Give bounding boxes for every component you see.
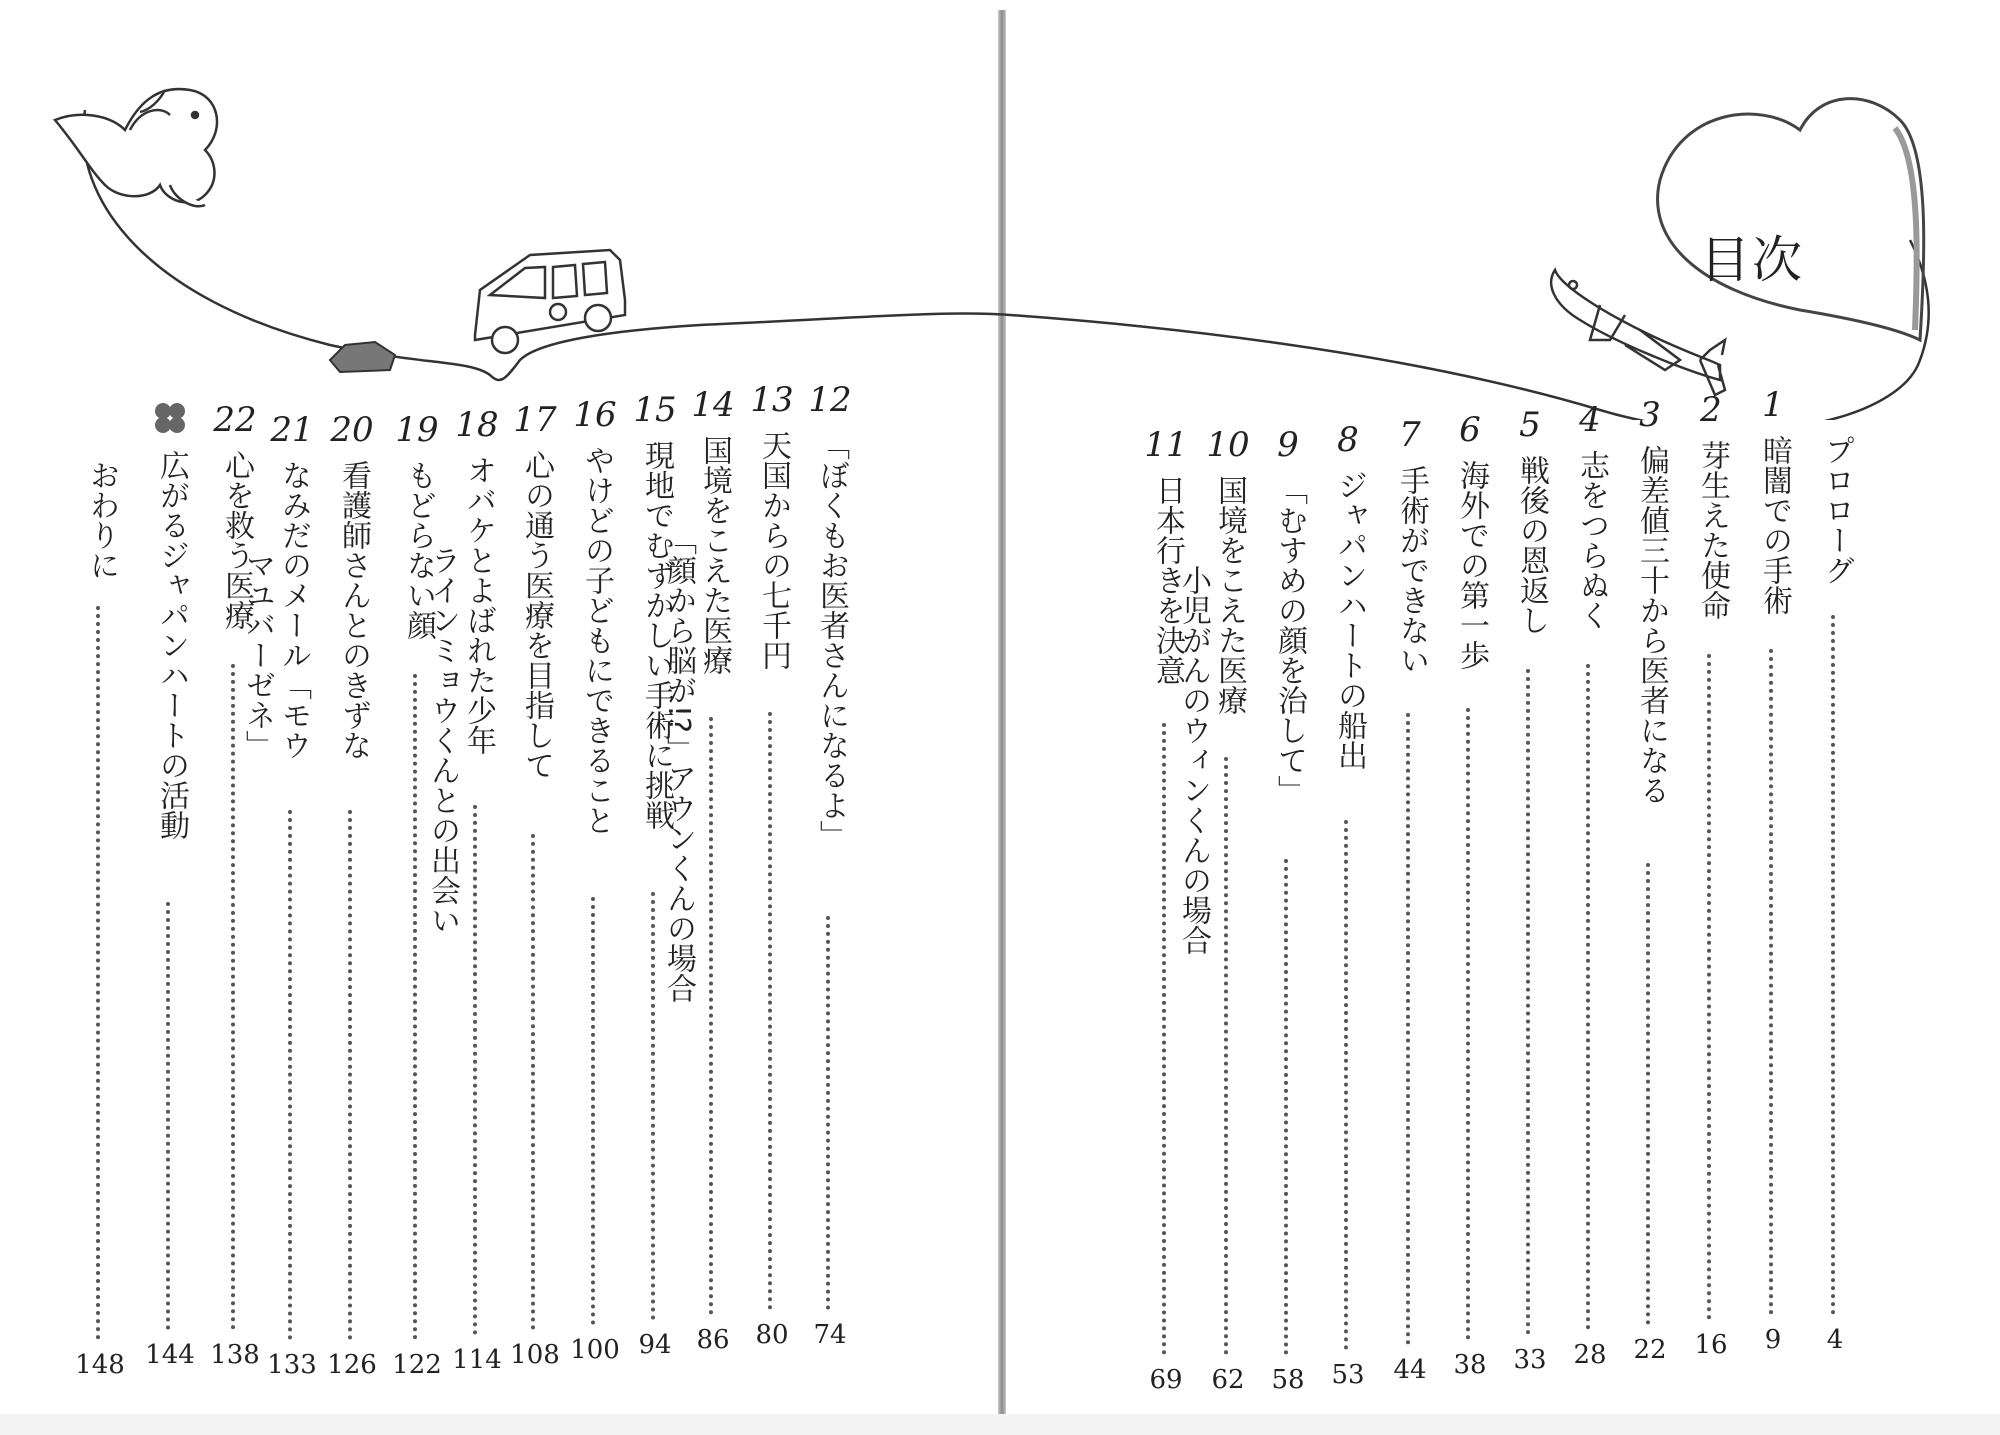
chapter-title: 看護師さんとのきずな (336, 460, 371, 760)
chapter-number: 4 (1579, 400, 1601, 440)
toc-entry[interactable] (322, 410, 382, 1420)
leader-dots (1466, 708, 1474, 1340)
page-number: 28 (1573, 1340, 1607, 1370)
chapter-title: オバケとよばれた少年 (461, 455, 496, 755)
leader-dots (413, 674, 421, 1340)
toc-entry[interactable] (140, 400, 200, 1410)
chapter-title: 志をつらぬく (1574, 450, 1609, 630)
chapter-number: 16 (573, 395, 617, 435)
page-number: 53 (1331, 1360, 1365, 1390)
toc-entry[interactable] (1805, 385, 1865, 1395)
leader-dots (768, 712, 776, 1310)
chapter-title: 広がるジャパンハートの活動 (154, 450, 189, 840)
page-number: 22 (1633, 1335, 1667, 1365)
toc-entry[interactable] (625, 390, 685, 1400)
leader-dots (709, 717, 717, 1315)
toc-entry[interactable] (240, 410, 322, 1420)
chapter-number: 9 (1277, 425, 1299, 465)
page-number: 38 (1453, 1350, 1487, 1380)
chapter-number: 5 (1519, 405, 1541, 445)
chapter-title: 心を救う医療 (219, 450, 254, 630)
leader-dots (1831, 615, 1839, 1315)
chapter-subtitle: マユバーゼネ」 (240, 550, 275, 760)
chapter-number: 7 (1399, 415, 1421, 455)
leader-dots (473, 805, 481, 1335)
chapter-number: 13 (750, 380, 794, 420)
chapter-number: 18 (455, 405, 499, 445)
chapter-number: 15 (633, 390, 677, 430)
toc-entry[interactable] (742, 380, 802, 1390)
page-number: 44 (1393, 1355, 1427, 1385)
toc-entry[interactable] (1176, 425, 1258, 1435)
page-number: 62 (1211, 1365, 1245, 1395)
leader-dots (1162, 723, 1170, 1355)
page-number: 9 (1764, 1325, 1782, 1355)
chapter-title: 偏差値三十から医者になる (1634, 445, 1669, 805)
chapter-title: 芽生えた使命 (1695, 440, 1730, 620)
chapter-title: 海外での第一歩 (1454, 460, 1489, 670)
toc-entry[interactable] (1620, 395, 1680, 1405)
toc-entry[interactable] (70, 410, 130, 1420)
toc-title: 目次 (1700, 231, 1804, 289)
leader-dots (1707, 654, 1715, 1320)
toc-entry[interactable] (1681, 390, 1741, 1400)
toc-entry[interactable] (565, 395, 625, 1405)
chapter-number: 21 (270, 410, 314, 450)
page-number: 86 (696, 1325, 730, 1355)
chapter-number: 17 (513, 400, 557, 440)
leader-dots (826, 916, 834, 1310)
leader-dots (1769, 649, 1777, 1315)
leader-dots (288, 810, 296, 1340)
chapter-number: 6 (1459, 410, 1481, 450)
leader-dots (1586, 664, 1594, 1330)
page-number: 33 (1513, 1345, 1547, 1375)
chapter-title: 手術ができない (1394, 465, 1429, 675)
page-number: 148 (75, 1350, 125, 1380)
chapter-number: 10 (1206, 425, 1250, 465)
chapter-subtitle: 「顔から脳が!?」アウンくんの場合 (661, 525, 696, 1003)
toc-entry[interactable] (1318, 420, 1378, 1430)
page-number: 122 (392, 1350, 442, 1380)
leader-dots (96, 606, 104, 1340)
toc-entry[interactable] (1743, 385, 1803, 1395)
toc-entry[interactable] (1258, 425, 1318, 1435)
leader-dots (166, 902, 174, 1330)
dove-icon (55, 89, 217, 206)
leader-dots (348, 810, 356, 1340)
chapter-number: 20 (330, 410, 374, 450)
page-number: 138 (210, 1340, 260, 1370)
toc-entry[interactable] (800, 380, 860, 1390)
page-number: 74 (813, 1320, 847, 1350)
page-number: 94 (638, 1330, 672, 1360)
page-number: 4 (1826, 1325, 1844, 1355)
leader-dots (591, 897, 599, 1325)
airplane-icon (1551, 270, 1725, 395)
chapter-number: 11 (1144, 425, 1188, 465)
toc-entry[interactable] (505, 400, 565, 1410)
page-number: 100 (570, 1335, 620, 1365)
page-number: 133 (267, 1350, 317, 1380)
chapter-number: 8 (1337, 420, 1359, 460)
leader-dots (231, 664, 239, 1330)
leader-dots (1646, 863, 1654, 1325)
page-number: 144 (145, 1340, 195, 1370)
chapter-number: 22 (213, 400, 257, 440)
chapter-title: もどらない顔 (401, 460, 436, 640)
toc-entry[interactable] (1440, 410, 1500, 1420)
chapter-number: 3 (1639, 395, 1661, 435)
chapter-number: 19 (395, 410, 439, 450)
chapter-title: プロローグ (1819, 435, 1854, 585)
chapter-title: やけどの子どもにできること (579, 445, 614, 835)
leader-dots (1224, 757, 1232, 1355)
decoration-layer (0, 0, 2000, 420)
chapter-number: 2 (1700, 390, 1722, 430)
page-number: 16 (1694, 1330, 1728, 1360)
toc-entry[interactable] (425, 405, 507, 1415)
chapter-subtitle: ラインミョウくんとの出会い (425, 545, 460, 935)
leader-dots (1526, 669, 1534, 1335)
chapter-title: 「ぼくもお医者さんになるよ」 (814, 430, 849, 850)
van-icon (475, 250, 625, 353)
chapter-title: 現地でむずかしい手術に挑戦 (639, 440, 674, 830)
toc-entry[interactable] (387, 410, 447, 1420)
chapter-title: 日本行きを決意 (1150, 475, 1185, 685)
page-number: 69 (1149, 1365, 1183, 1395)
page-number: 58 (1271, 1365, 1305, 1395)
chapter-title: 天国からの七千円 (756, 430, 791, 670)
chapter-title: おわりに (84, 460, 119, 580)
page-number: 80 (755, 1320, 789, 1350)
chapter-title: 戦後の恩返し (1514, 455, 1549, 635)
leader-dots (1406, 713, 1414, 1345)
chapter-title: 暗闇での手術 (1757, 435, 1792, 615)
toc-entry[interactable] (1500, 405, 1560, 1415)
chapter-title: 国境をこえた医療 (1212, 475, 1247, 715)
chapter-title: 心の通う医療を目指して (519, 450, 554, 780)
chapter-title: 「むすめの顔を治して」 (1272, 475, 1307, 805)
page-number: 108 (510, 1340, 560, 1370)
toc-entry[interactable] (205, 400, 265, 1410)
toc-entry[interactable] (1136, 425, 1196, 1435)
leader-dots (1284, 859, 1292, 1355)
leader-dots (531, 834, 539, 1330)
chapter-number: 1 (1762, 385, 1784, 425)
clover-icon (152, 400, 188, 436)
chapter-number: 14 (691, 385, 735, 425)
chapter-number: 12 (808, 380, 852, 420)
page-number: 126 (327, 1350, 377, 1380)
chapter-subtitle: 小児がんのウィンくんの場合 (1176, 565, 1211, 955)
page-number: 114 (452, 1345, 502, 1375)
ribbon-line (83, 110, 1928, 420)
chapter-title: なみだのメール「モウ (276, 460, 311, 760)
toc-entry[interactable] (1380, 415, 1440, 1425)
chapter-title: ジャパンハートの船出 (1332, 470, 1367, 770)
leader-dots (1344, 820, 1352, 1350)
toc-entry[interactable] (1560, 400, 1620, 1410)
chapter-title: 国境をこえた医療 (697, 435, 732, 675)
leader-dots (651, 892, 659, 1320)
toc-entry[interactable] (661, 385, 743, 1395)
